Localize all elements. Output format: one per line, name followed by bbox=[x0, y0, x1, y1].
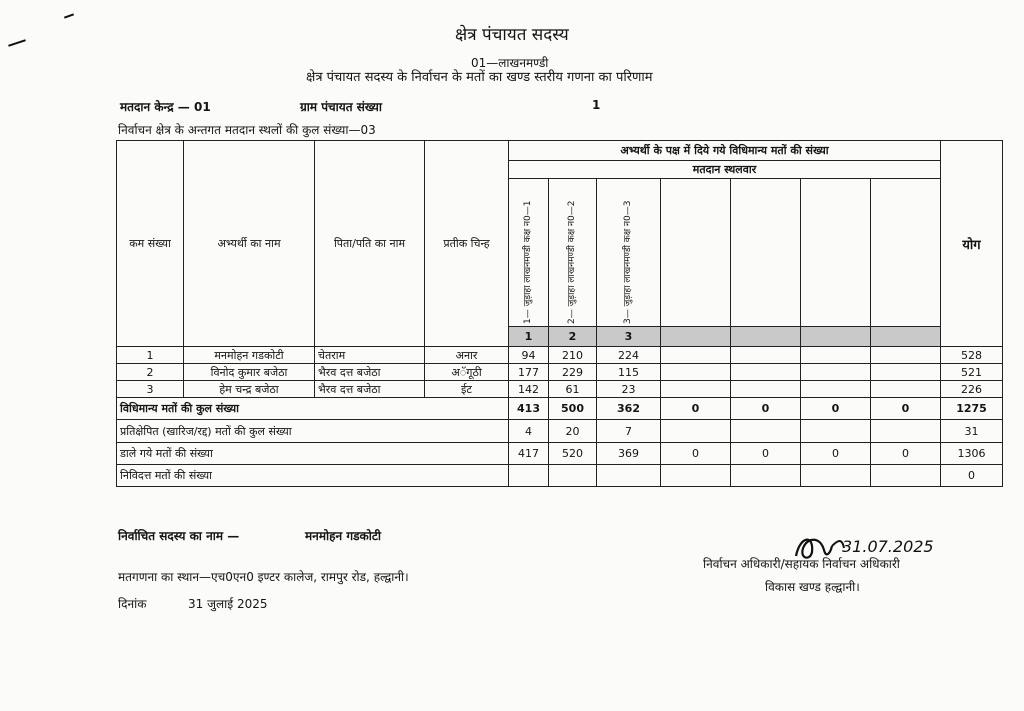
polling-center-label: मतदान केन्द्र — 01 bbox=[120, 100, 211, 114]
summary-row-rejected bbox=[117, 420, 1003, 443]
father-name-cell: भैरव दत्त बजेठा bbox=[315, 364, 425, 381]
vote-cell: 224 bbox=[597, 347, 661, 364]
summary-row-valid bbox=[117, 398, 1003, 420]
booth-header-3: 3— जुड़ाहा लाखनमण्डी कक्ष न0—3 bbox=[597, 179, 661, 327]
summary-cell bbox=[661, 465, 731, 487]
date-value: 31 जुलाई 2025 bbox=[188, 597, 268, 611]
summary-label: डाले गये मतों की संख्या bbox=[117, 443, 509, 465]
date-label: दिनांक bbox=[118, 597, 147, 611]
vote-cell: 142 bbox=[509, 381, 549, 398]
summary-total: 1275 bbox=[941, 398, 1003, 420]
booth-header-empty bbox=[871, 179, 941, 327]
symbol-cell: ईट bbox=[425, 381, 509, 398]
header-candidate-name: अभ्यर्थी का नाम bbox=[184, 141, 315, 347]
summary-cell: 0 bbox=[661, 398, 731, 420]
summary-row-cast bbox=[117, 443, 1003, 465]
scan-mark bbox=[64, 13, 74, 18]
summary-total: 1306 bbox=[941, 443, 1003, 465]
summary-label: प्रतिक्षेपित (खारिज/रद्द) मतों की कुल संख्या bbox=[117, 420, 509, 443]
summary-cell: 0 bbox=[661, 443, 731, 465]
total-cell: 528 bbox=[941, 347, 1003, 364]
summary-total: 0 bbox=[941, 465, 1003, 487]
summary-cell: 0 bbox=[801, 443, 871, 465]
summary-cell bbox=[731, 465, 801, 487]
gram-panchayat-value: 1 bbox=[592, 98, 601, 112]
summary-cell: 0 bbox=[871, 443, 941, 465]
signature-image bbox=[790, 528, 950, 568]
booth-number-empty bbox=[871, 327, 941, 347]
booth-number-empty bbox=[661, 327, 731, 347]
header-symbol: प्रतीक चिन्ह bbox=[425, 141, 509, 347]
header-father-name: पिता/पति का नाम bbox=[315, 141, 425, 347]
summary-cell: 20 bbox=[549, 420, 597, 443]
summary-cell bbox=[871, 420, 941, 443]
header-valid-votes: अभ्यर्थी के पक्ष में दिये गये विधिमान्य मतों की संख्या bbox=[509, 141, 941, 161]
summary-cell: 500 bbox=[549, 398, 597, 420]
vote-cell: 229 bbox=[549, 364, 597, 381]
summary-cell bbox=[661, 420, 731, 443]
booth-number: 3 bbox=[597, 327, 661, 347]
document-subtitle: क्षेत्र पंचायत सदस्य के निर्वाचन के मतों का खण्ड स्तरीय गणना का परिणाम bbox=[306, 70, 653, 85]
father-name-cell: चेतराम bbox=[315, 347, 425, 364]
booth-number-empty bbox=[801, 327, 871, 347]
document-title: क्षेत्र पंचायत सदस्य bbox=[455, 25, 569, 45]
vote-cell: 23 bbox=[597, 381, 661, 398]
summary-cell: 4 bbox=[509, 420, 549, 443]
booth-header-empty bbox=[731, 179, 801, 327]
counting-venue: मतगणना का स्थान—एच0एन0 इण्टर कालेज, रामपुर रोड, हल्द्वानी। bbox=[118, 570, 409, 584]
elected-member-name: मनमोहन गडकोटी bbox=[305, 529, 381, 543]
header-sr: कम संख्या bbox=[117, 141, 184, 347]
candidate-name-cell: हेम चन्द्र बजेठा bbox=[184, 381, 315, 398]
vote-cell: 115 bbox=[597, 364, 661, 381]
summary-cell: 0 bbox=[731, 443, 801, 465]
summary-cell: 0 bbox=[731, 398, 801, 420]
vote-cell: 210 bbox=[549, 347, 597, 364]
summary-cell: 520 bbox=[549, 443, 597, 465]
booth-header-2: 2— जुड़ाहा लाखनमण्डी कक्ष न0—2 bbox=[549, 179, 597, 327]
summary-cell: 369 bbox=[597, 443, 661, 465]
summary-cell: 0 bbox=[801, 398, 871, 420]
vote-cell: 61 bbox=[549, 381, 597, 398]
booth-header-1: 1— जुड़ाहा लाखनमण्डी कक्ष न0—1 bbox=[509, 179, 549, 327]
booth-number: 1 bbox=[509, 327, 549, 347]
summary-cell: 413 bbox=[509, 398, 549, 420]
elected-member-label: निर्वाचित सदस्य का नाम — bbox=[118, 529, 240, 543]
booth-number: 2 bbox=[549, 327, 597, 347]
results-table bbox=[116, 140, 1003, 487]
summary-cell: 362 bbox=[597, 398, 661, 420]
summary-total: 31 bbox=[941, 420, 1003, 443]
summary-cell bbox=[549, 465, 597, 487]
booth-header-empty bbox=[661, 179, 731, 327]
scan-mark bbox=[8, 39, 26, 46]
summary-cell bbox=[871, 465, 941, 487]
candidate-name-cell: विनोद कुमार बजेठा bbox=[184, 364, 315, 381]
summary-cell bbox=[731, 420, 801, 443]
booth-header-empty bbox=[801, 179, 871, 327]
office-name: विकास खण्ड हल्द्वानी। bbox=[765, 580, 860, 594]
summary-cell: 417 bbox=[509, 443, 549, 465]
summary-cell bbox=[801, 420, 871, 443]
signature-date: 31.07.2025 bbox=[842, 537, 934, 556]
summary-cell bbox=[801, 465, 871, 487]
table-row bbox=[117, 364, 1003, 381]
summary-cell bbox=[509, 465, 549, 487]
summary-label: विधिमान्य मतों की कुल संख्या bbox=[117, 398, 509, 420]
booth-number-empty bbox=[731, 327, 801, 347]
total-cell: 226 bbox=[941, 381, 1003, 398]
summary-row-tendered bbox=[117, 465, 1003, 487]
vote-cell: 94 bbox=[509, 347, 549, 364]
summary-cell bbox=[597, 465, 661, 487]
candidate-name-cell: मनमोहन गडकोटी bbox=[184, 347, 315, 364]
officer-designation: निर्वाचन अधिकारी/सहायक निर्वाचन अधिकारी bbox=[703, 557, 900, 571]
father-name-cell: भैरव दत्त बजेठा bbox=[315, 381, 425, 398]
summary-label: निविदत्त मतों की संख्या bbox=[117, 465, 509, 487]
total-cell: 521 bbox=[941, 364, 1003, 381]
summary-cell: 0 bbox=[871, 398, 941, 420]
symbol-cell: अनार bbox=[425, 347, 509, 364]
symbol-cell: अॅगूठी bbox=[425, 364, 509, 381]
summary-cell: 7 bbox=[597, 420, 661, 443]
header-boothwise: मतदान स्थलवार bbox=[509, 161, 941, 179]
gram-panchayat-label: ग्राम पंचायत संख्या bbox=[300, 100, 382, 114]
sr-cell: 3 bbox=[117, 381, 184, 398]
booth-count-text: निर्वाचन क्षेत्र के अन्तगत मतदान स्थलों की कुल संख्या—03 bbox=[118, 123, 376, 137]
table-row bbox=[117, 381, 1003, 398]
block-name: 01—लाखनमण्डी bbox=[471, 56, 549, 70]
table-row bbox=[117, 347, 1003, 364]
vote-cell: 177 bbox=[509, 364, 549, 381]
sr-cell: 1 bbox=[117, 347, 184, 364]
header-total: योग bbox=[941, 141, 1003, 347]
sr-cell: 2 bbox=[117, 364, 184, 381]
